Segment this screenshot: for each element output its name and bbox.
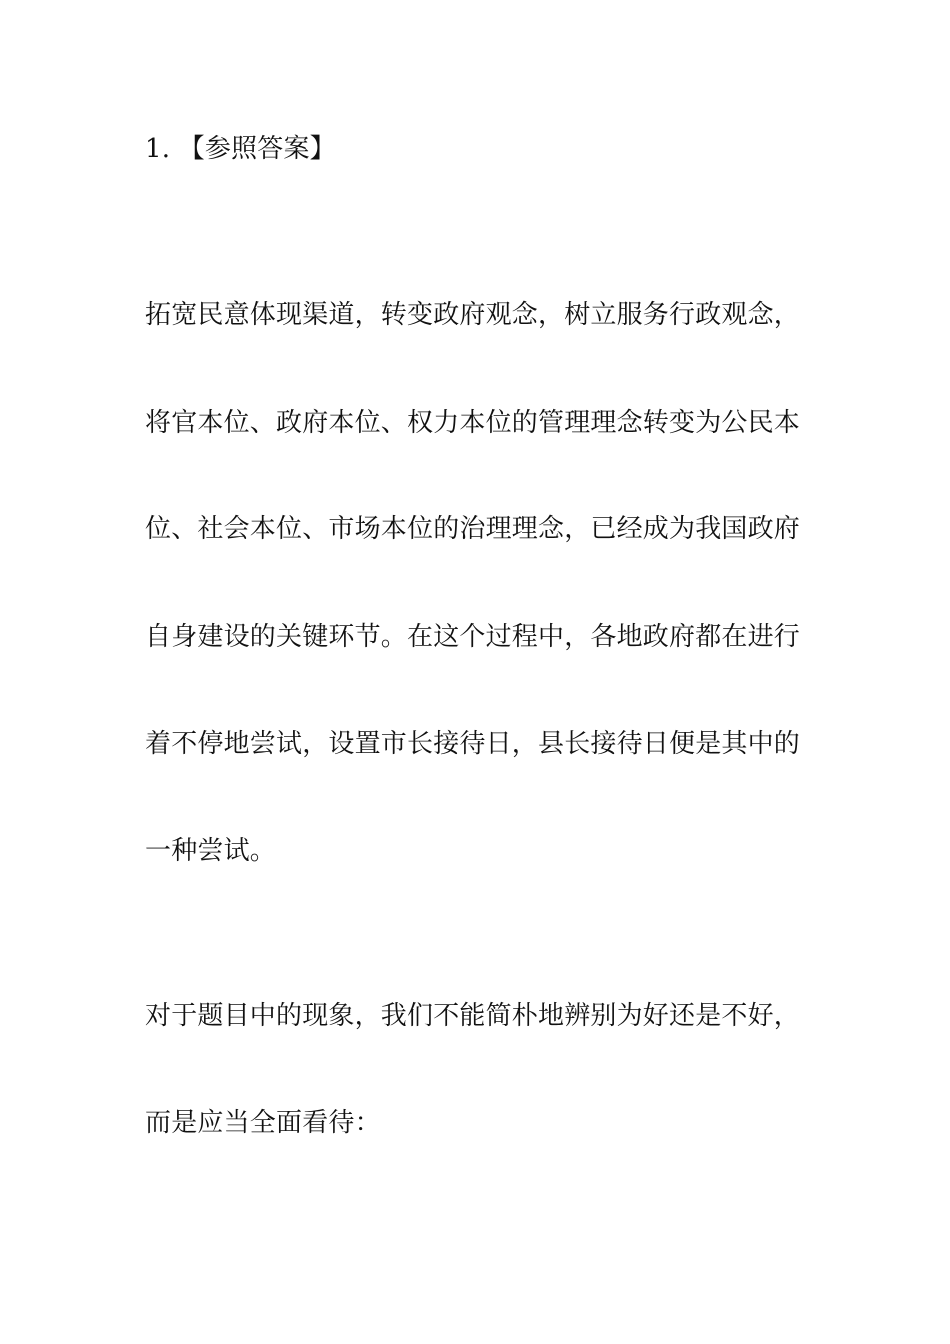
paragraph-2-line: 对于题目中的现象，我们不能简朴地辨别为好还是不好， [145,1001,801,1031]
paragraph-1-line: 着不停地尝试，设置市长接待日，县长接待日便是其中的 [145,729,801,759]
paragraph-1-line: 拓宽民意体现渠道，转变政府观念，树立服务行政观念， [145,300,801,330]
paragraph-1-line: 一种尝试。 [145,836,277,866]
paragraph-1-line: 位、社会本位、市场本位的治理理念，已经成为我国政府 [145,514,801,544]
paragraph-1-line: 将官本位、政府本位、权力本位的管理理念转变为公民本 [145,408,801,438]
paragraph-1-line: 自身建设的关键环节。在这个过程中，各地政府都在进行 [145,622,801,652]
paragraph-2-line: 而是应当全面看待： [145,1108,381,1138]
answer-heading: 1. 【参照答案】 [145,134,336,164]
